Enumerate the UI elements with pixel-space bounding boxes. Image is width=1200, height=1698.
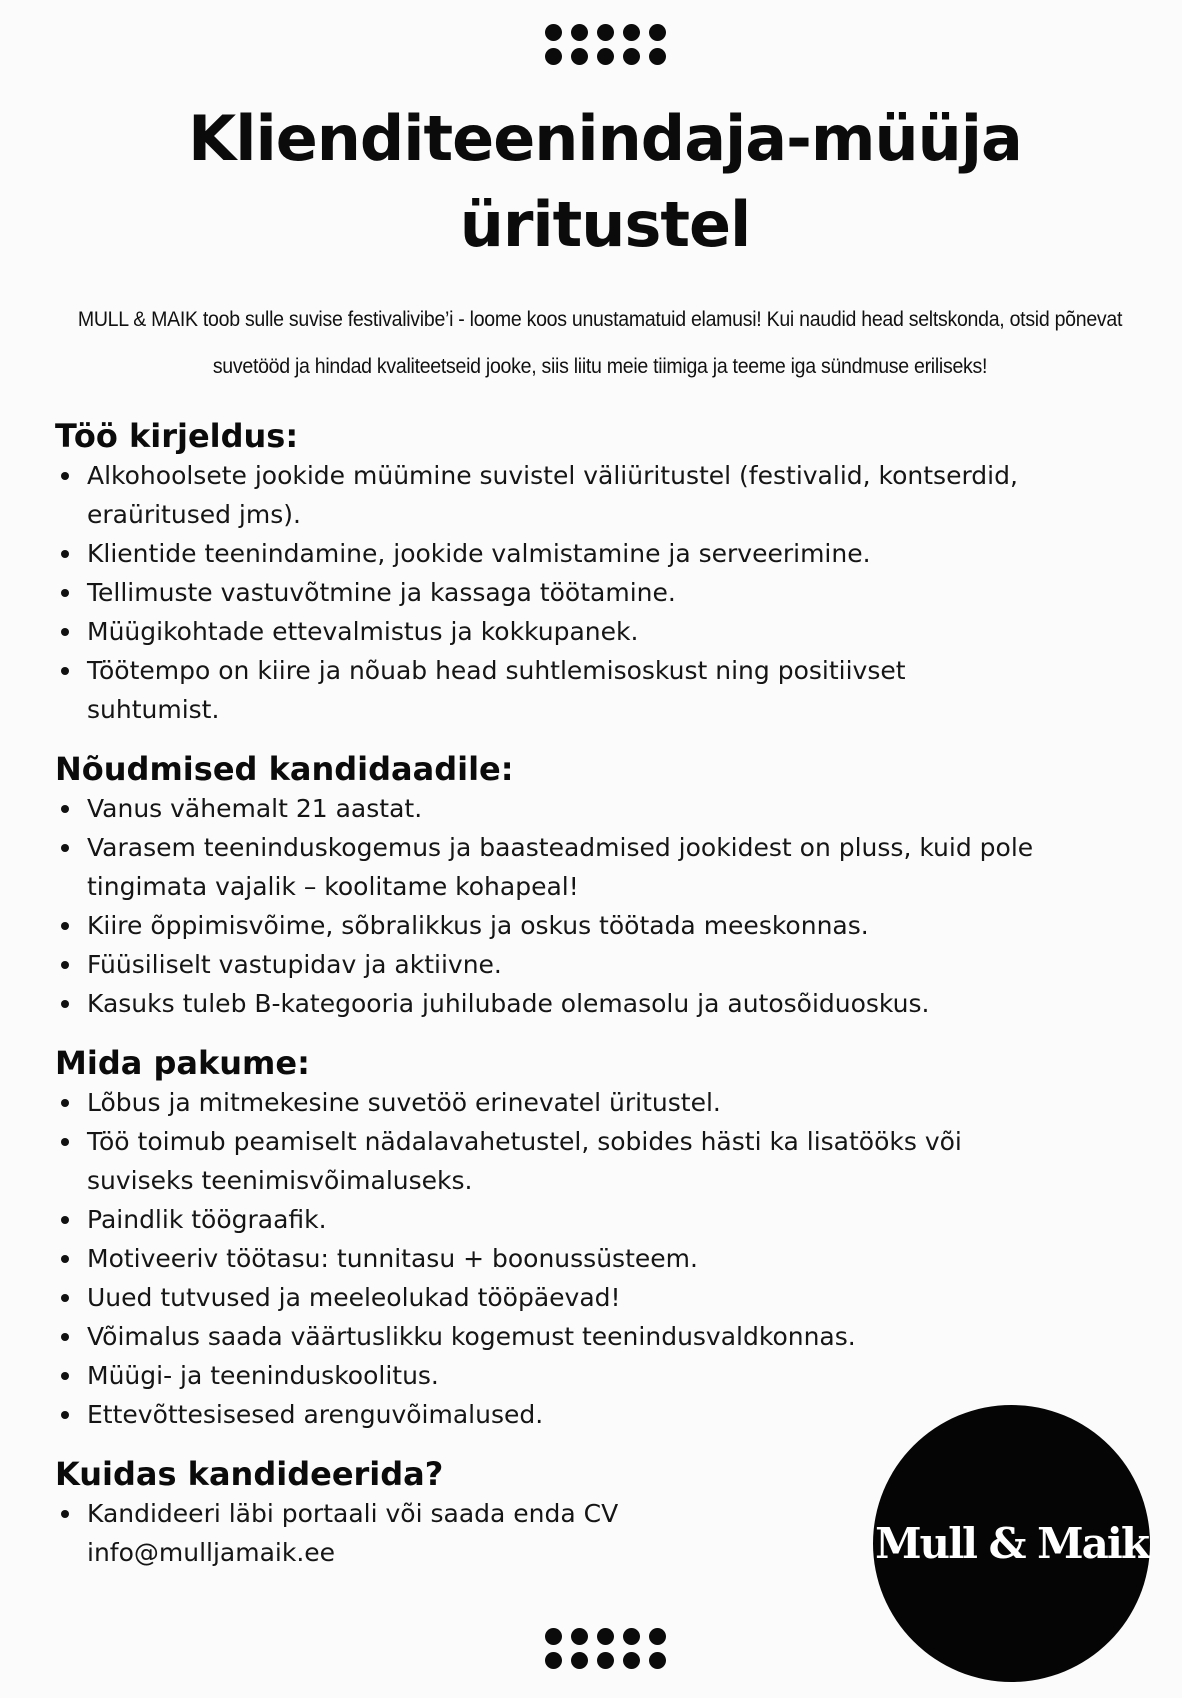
list-item: Vanus vähemalt 21 aastat. xyxy=(55,789,1035,828)
dot xyxy=(623,1628,640,1645)
bullet-icon xyxy=(61,1138,69,1146)
list-item: Müügi- ja teeninduskoolitus. xyxy=(55,1356,1035,1395)
bullet-icon xyxy=(61,1411,69,1419)
dot xyxy=(623,48,640,65)
dot xyxy=(597,1652,614,1669)
company-logo xyxy=(873,1405,1150,1682)
dot xyxy=(571,24,588,41)
section-job-description xyxy=(55,416,1035,729)
bullet-icon xyxy=(61,1255,69,1263)
dot xyxy=(649,1652,666,1669)
list-item: Alkohoolsete jookide müümine suvistel väliüritustel (festivalid, kontserdid, eraüritused jms). xyxy=(55,456,1035,534)
bullet-list xyxy=(55,456,1035,729)
list-item: Kasuks tuleb B-kategooria juhilubade olemasolu ja autosõiduoskus. xyxy=(55,984,1035,1023)
bullet-icon xyxy=(61,628,69,636)
list-item: Füüsiliselt vastupidav ja aktiivne. xyxy=(55,945,1035,984)
page-title: Klienditeenindaja-müüja üritustel xyxy=(188,102,1022,261)
bullet-icon xyxy=(61,1000,69,1008)
bullet-list xyxy=(55,789,1035,1023)
dot xyxy=(545,24,562,41)
bullet-icon xyxy=(61,472,69,480)
bullet-icon xyxy=(61,844,69,852)
bullet-icon xyxy=(61,805,69,813)
bullet-icon xyxy=(61,922,69,930)
list-item: Uued tutvused ja meeleolukad tööpäevad! xyxy=(55,1278,1035,1317)
section-heading: Mida pakume: xyxy=(55,1044,310,1082)
bullet-icon xyxy=(61,1216,69,1224)
dot xyxy=(623,1652,640,1669)
dot xyxy=(545,1652,562,1669)
bullet-icon xyxy=(61,550,69,558)
bullet-icon xyxy=(61,1099,69,1107)
dot xyxy=(571,48,588,65)
bullet-icon xyxy=(61,961,69,969)
dot xyxy=(623,24,640,41)
section-requirements xyxy=(55,749,1035,1023)
section-heading: Kuidas kandideerida? xyxy=(55,1455,444,1493)
list-item: Võimalus saada väärtuslikku kogemust teenindusvaldkonnas. xyxy=(55,1317,1035,1356)
dot xyxy=(571,1652,588,1669)
section-what-we-offer xyxy=(55,1043,1035,1434)
decorative-dots-top xyxy=(545,24,666,65)
list-item: Müügikohtade ettevalmistus ja kokkupanek. xyxy=(55,612,1035,651)
dot xyxy=(649,48,666,65)
dot xyxy=(597,1628,614,1645)
list-item: Töö toimub peamiselt nädalavahetustel, sobides hästi ka lisatööks või suviseks teenimisvõimaluseks. xyxy=(55,1122,1035,1200)
list-item: Kiire õppimisvõime, sõbralikkus ja oskus töötada meeskonnas. xyxy=(55,906,1035,945)
bullet-list xyxy=(55,1494,695,1572)
list-item: Töötempo on kiire ja nõuab head suhtlemisoskust ning positiivset suhtumist. xyxy=(55,651,1035,729)
section-heading: Nõudmised kandidaadile: xyxy=(55,750,514,788)
list-item: Paindlik töögraafik. xyxy=(55,1200,1035,1239)
list-item: Tellimuste vastuvõtmine ja kassaga töötamine. xyxy=(55,573,1035,612)
page-edge xyxy=(1182,0,1200,1698)
job-details xyxy=(55,416,1035,1592)
bullet-icon xyxy=(61,589,69,597)
list-item: Klientide teenindamine, jookide valmistamine ja serveerimine. xyxy=(55,534,1035,573)
dot xyxy=(649,1628,666,1645)
list-item: Varasem teeninduskogemus ja baasteadmised jookidest on pluss, kuid pole tingimata vajalik – koolitame kohapeal! xyxy=(55,828,1035,906)
bullet-icon xyxy=(61,1510,69,1518)
dot xyxy=(545,1628,562,1645)
list-item: Ettevõttesisesed arenguvõimalused. xyxy=(55,1395,1035,1434)
decorative-dots-bottom xyxy=(545,1628,666,1669)
dot xyxy=(571,1628,588,1645)
bullet-icon xyxy=(61,1372,69,1380)
bullet-icon xyxy=(61,1294,69,1302)
logo-text: Mull & Maik xyxy=(875,1519,1148,1568)
bullet-list xyxy=(55,1083,1035,1434)
intro-text: MULL & MAIK toob sulle suvise festivalivibe’i - loome koos unustamatuid elamusi! Kui naudid head seltskonda, otsid põnevat suvetööd ja hindad kvaliteetseid jooke, siis liitu meie tiimiga ja teeme iga sündmuse eriliseks! xyxy=(77,308,1123,378)
dot xyxy=(649,24,666,41)
list-item: Lõbus ja mitmekesine suvetöö erinevatel üritustel. xyxy=(55,1083,1035,1122)
dot xyxy=(597,48,614,65)
dot xyxy=(545,48,562,65)
bullet-icon xyxy=(61,1333,69,1341)
list-item: Kandideeri läbi portaali või saada enda CV info@mulljamaik.ee xyxy=(55,1494,695,1572)
dot xyxy=(597,24,614,41)
list-item: Motiveeriv töötasu: tunnitasu + boonussüsteem. xyxy=(55,1239,1035,1278)
section-heading: Töö kirjeldus: xyxy=(55,417,299,455)
bullet-icon xyxy=(61,667,69,675)
